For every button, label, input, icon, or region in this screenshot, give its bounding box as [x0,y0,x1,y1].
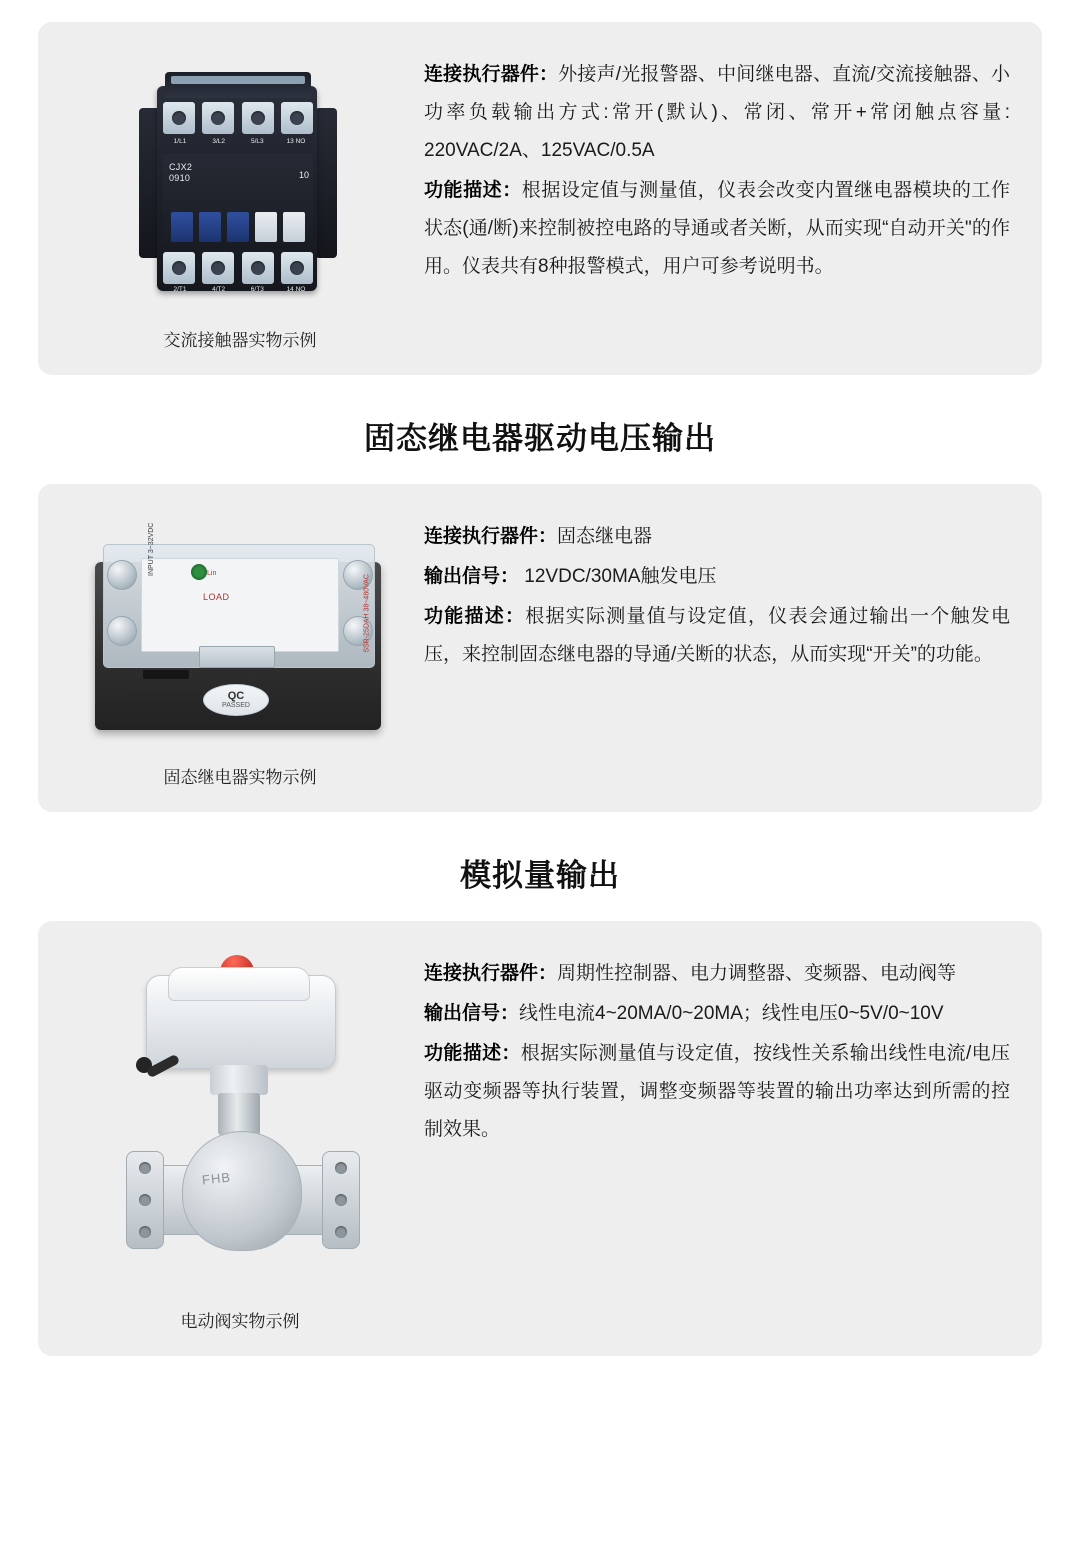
contactor-model: 0910 [169,173,191,183]
terminal [163,252,195,284]
valve-flange-left [126,1151,164,1249]
flange-hole [335,1194,347,1206]
solid-state-relay-illustration [95,522,385,749]
flange-hole [335,1226,347,1238]
contact-block [199,212,221,242]
terminal [163,102,195,134]
terminal [202,252,234,284]
ssr-output-print: SSR-25DAH 38~480VAC [364,574,371,653]
image-caption: 电动阀实物示例 [180,1312,300,1331]
spec-label: 连接执行器件： [424,526,558,547]
spec-label: 功能描述： [424,606,526,627]
terminal-label: 13 NO [286,138,306,145]
spec-paragraph [424,172,1010,286]
spec-label: 功能描述： [424,1043,521,1064]
section-title-analog-output: 模拟量输出 [460,858,620,893]
contact-block-aux [255,212,277,242]
flange-hole [139,1194,151,1206]
ssr-terminal-tab [199,646,275,668]
contactor-terminal-row-top [163,102,313,136]
ssr-label-plate [141,558,339,652]
card-body-analog-output [416,945,1016,1151]
ac-contactor-illustration [135,62,345,312]
valve-flange-right [322,1151,360,1249]
spec-text: 周期性控制器、电力调整器、变频器、电动阀等 [557,963,957,984]
spec-paragraph [424,955,1010,993]
terminal-label: 14 NO [286,286,306,293]
qc-main-text: QC [227,690,245,702]
spec-paragraph [424,1035,1010,1149]
spec-paragraph [424,598,1010,674]
terminal-label: 5/L3 [250,138,264,145]
spec-label: 连接执行器件： [424,963,558,984]
terminal [242,252,274,284]
spec-text: 线性电流4~20MA/0~20MA；线性电压0~5V/0~10V [519,1003,944,1024]
spec-label: 连接执行器件： [424,64,559,85]
contactor-bracket-right [315,108,337,258]
contactor-side-code: 10 [298,170,309,180]
spec-text: 根据设定值与测量值，仪表会改变内置继电器模块的工作状态(通/断)来控制被控电路的导通或者关断，从而实现“自动开关"的作用。仪表共有8种报警模式，用户可参考说明书。 [424,180,1010,277]
terminal-label: 4/T2 [212,286,226,293]
contact-block [227,212,249,242]
contactor-terminal-labels-bottom [163,286,313,293]
spec-paragraph [424,56,1010,170]
flange-hole [139,1226,151,1238]
contactor-terminal-labels-top [163,138,313,145]
terminal [242,102,274,134]
ssr-screw [107,560,137,590]
valve-stem-bracket [218,1093,260,1135]
contact-block [171,212,193,242]
contactor-brand: CJX2 [169,162,193,172]
card-media-ssr [64,508,416,788]
spec-text: 12VDC/30MA触发电压 [519,566,717,587]
spec-label: 功能描述： [424,180,522,201]
spec-paragraph [424,558,1010,596]
terminal-label: 3/L2 [212,138,225,145]
card-media-contactor [64,46,416,351]
valve-body-mark: FHB [201,1169,232,1188]
spec-text: 固态继电器 [557,526,653,547]
electric-valve-illustration [90,953,390,1293]
spec-paragraph [424,518,1010,556]
spec-label: 输出信号： [424,566,520,587]
terminal [202,102,234,134]
terminal [281,102,313,134]
ssr-screw [107,616,137,646]
section-title-ssr: 固态继电器驱动电压输出 [364,421,716,456]
terminal-label: 6/T3 [250,286,264,293]
valve-mounting-neck [210,1065,268,1095]
card-relay-contact-output [38,22,1042,375]
contactor-contact-block-row [171,212,305,242]
contact-block-aux [283,212,305,242]
flange-hole [139,1162,151,1174]
ssr-input-print: INPUT 3~32VDC [148,522,155,576]
contactor-terminal-row-bottom [163,252,313,286]
valve-actuator-top-cover [168,967,310,1001]
qc-sub-text: PASSED [222,702,250,709]
spec-label: 输出信号： [424,1003,520,1024]
ssr-lin-label: Lin [207,570,217,577]
contactor-top-strip [171,76,305,84]
terminal-label: 1/L1 [173,138,187,145]
contactor-brand-print [169,162,192,184]
ssr-qc-stamp [203,684,269,716]
card-body-ssr-voltage-output [416,508,1016,676]
spec-text: 根据实际测量值与设定值，按线性关系输出线性电流/电压驱动变频器等执行装置，调整变频器等装置的输出功率达到所需的控制效果。 [424,1043,1010,1140]
terminal-label: 2/T1 [173,286,187,293]
ssr-load-label: LOAD [203,592,230,602]
image-caption: 固态继电器实物示例 [163,768,317,787]
valve-ball-body [182,1131,302,1251]
flange-hole [335,1162,347,1174]
terminal [281,252,313,284]
card-media-valve [64,945,416,1332]
card-analog-output [38,921,1042,1356]
card-ssr-voltage-output [38,484,1042,812]
ssr-brand-logo-icon [191,564,207,580]
ssr-vent-slot [143,670,189,679]
image-caption: 交流接触器实物示例 [163,331,317,350]
spec-text: 根据实际测量值与设定值，仪表会通过输出一个触发电压，来控制固态继电器的导通/关断的状态，从而实现“开关”的功能。 [424,606,1010,665]
spec-paragraph [424,995,1010,1033]
spec-text: 外接声/光报警器、中间继电器、直流/交流接触器、小功率负载输出方式:常开(默认)、常闭、常开+常闭触点容量: 220VAC/2A、125VAC/0.5A [424,64,1010,161]
card-body-relay-contact-output [416,46,1016,288]
